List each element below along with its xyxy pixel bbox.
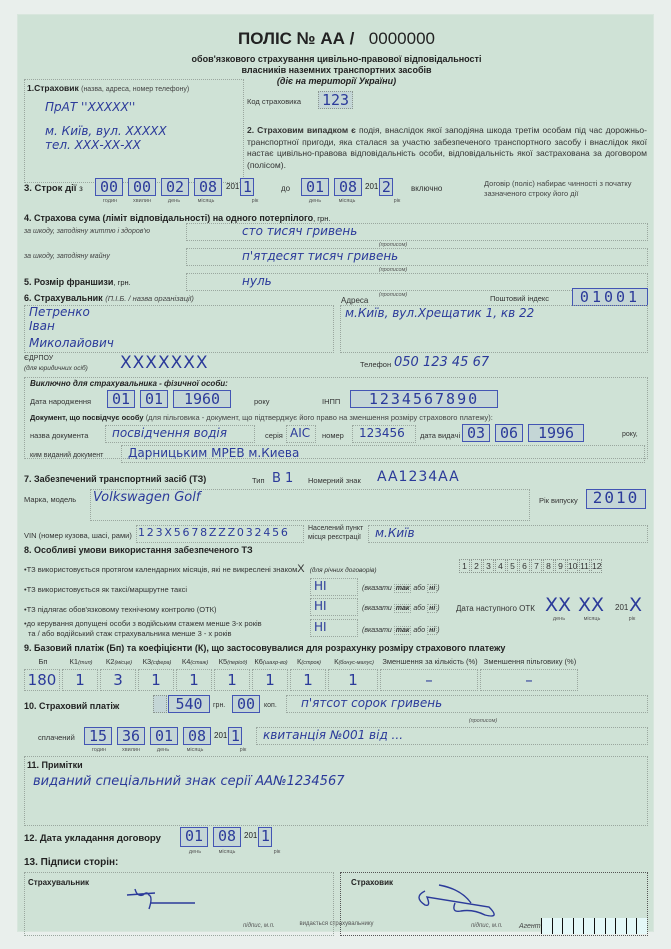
term-from-day: 02 [161,178,189,196]
month-box[interactable]: 7 [531,559,542,573]
taxi-text: •ТЗ використовується як таксі/маршрутне таксі [24,585,188,594]
postal-code-label: Поштовий індекс [490,294,550,303]
dob-label: Дата народження [30,397,92,406]
base-payment-label: 9. Базовий платіж (Бп) та коефіцієнти (К), що застосовувалися для розрахунку розміру страхового платежу [24,643,506,653]
doc-name-value: посвідчення водія [112,426,227,440]
policy-title: ПОЛІС № АА / [238,29,355,48]
policy-form: ПОЛІС № АА / 0000000 обов'язкового страхування цивільно-правової відповідальності власників наземних транспортних засобів (діє на території України) 1.Страховик (назва, адреса, номер телефону) ПрАТ ''ХХХХХ'' м. Київ, вул. ХХХХХ тел. ХХХ-ХХ-ХХ Код страховика 123 2. Страховим випадком є подія, внаслідок якої заподіяна шкода третім особам під час дорожньо-транспортної пригоди, яка сталася за участю забезпеченого транспортного засобу і внаслідок якої настає цивільно-правова відповідальність особи, відповідальність якої застрахована за договором (полісом). 3. Строк дії з 00 00 02 08 201 1 годин хвилин день місяць рік до 01 08 201 2 день місяць рік включно Договір (поліс) набирає чинності з початку зазначеного строку його дії 4. Страхова сума (ліміт відповідальності) на одного потерпілого, грн. за шкоду, заподіяну життю і здоров'ю сто тисяч гривень (прописом) за шкоду, заподіяну майну п'ятдесят тисяч гривень (прописом) 5. Розмір франшизи, грн. нуль (прописом) 6. Страхувальник (П.І.Б. / назва організації) Петренко Іван Миколайович Адреса Поштовий індекс 01001 м.Київ, вул.Хрещатик 1, кв 22 ЄДРПОУ (для юридичних осіб) XXXXXXX Телефон 050 123 45 67 Виключно для страхувальника - фізичної особи: Дата народження 01 01 1960 року ІНПП 1234567890 Документ, що посвідчує особу (для пільговика - документ, що підтверджує його право на зменшення розміру страхового платежу): назва документа посвідчення водія серія AIC номер 123456 дата видачі 03 06 1996 року, ким виданий документ Дарницьким МРЕВ м.Киева 7. Забезпечений транспортний засіб (ТЗ) Тип B 1 Номерний знак AA1234AA Марка, модель Volkswagen Golf Рік випуску 2010 VIN (номер кузова, шасі, рами) 123X5678ZZZ032456 Населений пункт місця реєстрації м.Київ 8. Особливі умови використання забезпеченого ТЗ •ТЗ використовується протягом календарних місяців, які не викреслені знакомХ (для річних договорів) 1 2 3 4 5 6 7 8 9 10 11 12 •ТЗ використовується як таксі/маршрутне таксі НІ (вказати так або ні ) •ТЗ підлягає обов'язковому технічному контролю (ОТК) НІ (вказати так або ні ) Дата наступного ОТК XX XX 201 X день місяць рік •до керування допущені особи з водійським стажем менше 3-х років та / або водійський стаж страхувальника менше 3 - х років НІ (вказати так або ні ) 9. Базовий платіж (Бп) та коефіцієнти (К), що застосовувалися для розрахунку розміру страхового платежу Бп 180 К1(тип) 1 К2(місце) 3 К3(сфера) 1 К4(стаж) 1 К5(період) 1 К6(шахр-во) 1 К(строк) 1 К(бонус-малус) 1 Зменшення за кількість (%) – Зменшення пільговику (%) – 10. Страховий платіж 540 грн. 00 коп. п'ятсот сорок гривень (прописом) сплачений 15 36 01 08 201 1 годин хвилин день місяць рік квитанція №001 від ... 11. Примітки виданий спеціальний знак серії AA№1234567 12. Дата укладання договору 01 08 201 1 день місяць рік 13. Підписи сторін: Страхувальник підпис, м.п. Страховик підпис, м.п. Агент видається страхувальнику [17,14,654,932]
doc-number-label: номер [322,431,344,440]
month-box[interactable]: 3 [483,559,494,573]
next-otk-year[interactable]: X [629,594,643,616]
agent-label: Агент [519,923,541,930]
premium-in-words-field[interactable] [286,695,648,713]
signatures-label: 13. Підписи сторін: [24,857,119,868]
premium-kop-field[interactable] [232,695,260,713]
policy-subtitle-1: обов'язкового страхування цивільно-правової відповідальності [191,54,482,64]
term-from-hours: 00 [95,178,123,196]
coef-header: К(бонус-малус) [334,657,374,666]
series-field[interactable] [286,425,316,443]
deductible-value: нуль [242,274,272,288]
year-label: Рік випуску [539,496,578,505]
receipt-value: квитанція №001 від ... [263,728,404,742]
policy-subtitle-2: власників наземних транспортних засобів [241,65,432,75]
insurer-sign-hint: підпис, м.п. [471,923,503,929]
vin-field[interactable] [136,525,304,543]
insured-event-text [247,125,647,171]
vehicle-label: 7. Забезпечений транспортний засіб (ТЗ) [24,474,207,484]
issued-by-field[interactable] [121,445,645,463]
property-damage-label: за шкоду, заподіяну майну [24,253,110,260]
dob-day: 01 [107,390,135,408]
coef-header: К3(сфера) [142,657,172,666]
notes-block [24,756,648,826]
deductible-label: 5. Розмір франшизи, грн. [24,277,131,287]
inn-value: 1234567890 [350,390,498,408]
year-field[interactable] [586,489,646,509]
coef-value-cell[interactable] [214,669,250,691]
special-conditions-label: 8. Особливі умови використання забезпеченого ТЗ [24,545,253,555]
doc-name-field[interactable] [105,425,255,443]
coef-value-cell[interactable] [328,669,378,691]
policy-number: 0000000 [368,29,435,48]
phone-value[interactable]: 050 123 45 67 [394,355,490,370]
experience-field[interactable] [310,619,358,637]
model-label: Марка, модель [24,495,77,504]
address-field[interactable] [340,305,648,353]
life-damage-value: сто тисяч гривень [242,224,358,238]
term-to-day: 01 [301,178,329,196]
term-label: 3. Строк дії з [24,183,83,194]
coef-value: 1 [265,671,275,689]
term-from-field[interactable]: 00 00 02 08 201 1 [95,178,254,196]
coef-value: 1 [348,671,358,689]
insurer-phone: тел. ХХХ-ХХ-ХХ [45,138,141,152]
month-box[interactable]: 2 [471,559,482,573]
insured-sign-label: Страхувальник [28,878,90,887]
insured-sign-hint: підпис, м.п. [243,923,275,929]
id-document-label: Документ, що посвідчує особу (для пільговика - документ, що підтверджує його право на зменшення розміру страхового платежу): [30,413,493,422]
contract-date-label: 12. Дата укладання договору [24,833,161,844]
taxi-hint: (вказати так або ні ) [362,585,440,592]
coef-header: Зменшення пільговику (%) [483,657,577,666]
insurer-code-field[interactable]: 123 [318,91,353,109]
paid-label: сплачений [38,733,75,742]
notes-label: 11. Примітки [27,760,83,770]
month-box[interactable]: 5 [507,559,518,573]
insurer-address: м. Київ, вул. ХХХХХ [45,124,167,138]
paid-datetime-field[interactable]: 15 36 01 08 201 1 [84,727,242,745]
coef-value: 180 [27,671,57,689]
next-otk-label: Дата наступного ОТК [456,604,535,613]
coef-value-cell[interactable] [252,669,288,691]
coef-header: Зменшення за кількість (%) [382,657,478,666]
doc-name-label: назва документа [30,431,89,440]
kop-label: коп. [264,702,277,709]
insurer-code-label: Код страховика [247,97,301,106]
experience-hint: (вказати так або ні ) [362,627,440,634]
model-field[interactable] [90,489,530,521]
premium-uah: 540 [168,695,210,713]
coef-value: 1 [227,671,237,689]
doc-number-value: 123456 [359,426,405,440]
otk-hint: (вказати так або ні ) [362,605,440,612]
term-note: Договір (поліс) набирає чинності з початку зазначеного строку його дії [484,179,632,198]
coef-header: К4(стаж) [181,657,209,666]
model-value: Volkswagen Golf [93,490,201,505]
insurer-block [24,79,244,183]
insured-event-desc: подія, внаслідок якої заподіяна шкода третім особам під час дорожньо-транспортної пригоди, яка сталася за участю забезпеченого транспортного засобу і внаслідок якої настає цивільно-правова відповідальність особи, відповідальність якої застрахована за договором (полісом). [247,125,647,170]
coef-value: 3 [113,671,123,689]
address-label: Адреса [341,296,369,305]
issue-year: 1996 [528,424,584,442]
insured-signature-icon [125,885,205,915]
edrpou-hint: (для юридичних осіб) [24,365,88,372]
coef-value: 1 [303,671,313,689]
term-inclusive: включно [411,184,443,193]
issue-month: 06 [495,424,523,442]
doc-number-field[interactable] [352,425,416,443]
policyholder-first-name: Іван [29,319,55,333]
vin-value: 123X5678ZZZ032456 [138,526,290,539]
insurer-sign-label: Страховик [351,878,394,887]
coef-header: Бп [38,657,48,666]
term-to-field[interactable]: 01 08 201 2 [301,178,393,196]
insurer-signature-icon [411,879,511,919]
premium-label: 10. Страховий платіж [24,701,120,711]
policyholder-patronymic: Миколайович [29,336,114,350]
coef-value-cell[interactable] [100,669,136,691]
experience-value: НІ [314,620,327,634]
month-box[interactable]: 12 [592,561,602,571]
insurer-label: 1.Страховик [27,83,79,93]
policyholder-name-field[interactable] [24,305,334,353]
taxi-field[interactable] [310,578,358,596]
issue-date-field[interactable] [462,424,584,442]
paid-year: 1 [228,727,242,745]
coef-value-cell[interactable] [62,669,98,691]
premium-in-words-value: п'ятсот сорок гривень [301,696,443,710]
next-otk-month[interactable]: XX [578,594,605,616]
months-selector[interactable] [459,559,603,573]
life-damage-label: за шкоду, заподіяну життю і здоров'ю [24,228,150,235]
coef-value: 1 [151,671,161,689]
coef-value-cell[interactable] [176,669,212,691]
term-from-minutes: 00 [128,178,156,196]
plate-value[interactable]: AA1234AA [377,469,460,485]
policyholder-surname: Петренко [29,305,90,319]
dob-suffix: року [254,397,270,406]
issued-by-label: ким виданий документ [30,452,104,459]
issued-by-value: Дарницьким МРЕВ м.Киева [128,446,300,460]
city-value: м.Київ [375,526,415,540]
month-box[interactable]: 1 [459,559,470,573]
year-value: 2010 [586,489,646,509]
edrpou-value[interactable]: XXXXXXX [120,353,209,373]
contract-day: 01 [180,827,208,847]
postal-code-value: 01001 [572,288,648,306]
otk-field[interactable] [310,598,358,616]
coef-value: – [525,671,533,689]
footer-note: видається страхувальнику [299,921,374,927]
paid-hours: 15 [84,727,112,745]
month-box[interactable]: 4 [495,559,506,573]
month-box[interactable]: 11 [580,561,589,571]
insurer-name: ПрАТ ''ХХХХХ'' [45,100,136,114]
coef-header: К2(місце) [105,657,133,666]
coef-value-cell[interactable] [24,669,60,691]
term-to-year: 2 [379,178,393,196]
term-to-month: 08 [334,178,362,196]
experience-text: •до керування допущені особи з водійським стажем менше 3-х років та / або водійський стаж страхувальника менше 3 - х років [24,619,262,638]
paid-month: 08 [183,727,211,745]
insurer-hint: (назва, адреса, номер телефону) [81,86,190,93]
life-damage-field[interactable] [186,223,648,241]
issue-day: 03 [462,424,490,442]
next-otk-day[interactable]: XX [545,594,572,616]
coef-value-cell[interactable] [380,669,478,691]
property-damage-field[interactable] [186,248,648,266]
vehicle-type-value[interactable]: B 1 [272,471,294,486]
term-to-label: до [281,184,291,193]
coef-header: К1(тип) [69,657,93,666]
individual-label: Виключно для страхувальника - фізичної особи: [30,379,228,388]
postal-code-field[interactable] [572,288,648,306]
series-value: AIC [290,426,311,440]
coef-value: – [425,671,433,689]
issue-date-label: дата видачі [420,431,461,440]
insured-event-label: 2. Страховим випадком є [247,125,356,135]
issue-suffix: року, [622,431,638,438]
coef-value: 1 [75,671,85,689]
dob-field[interactable] [107,390,231,408]
policy-header [18,29,655,49]
coef-value-cell[interactable] [138,669,174,691]
month-box[interactable]: 9 [555,559,566,573]
inn-field[interactable] [350,390,498,408]
months-text: •ТЗ використовується протягом календарних місяців, які не викреслені знакомХ (для річних договорів) [24,563,377,575]
vehicle-type-label: Тип [252,476,265,485]
contract-year: 1 [258,827,272,847]
otk-text: •ТЗ підлягає обов'язковому технічному контролю (ОТК) [24,605,217,614]
coef-header: К6(шахр-во) [254,657,288,666]
coef-value-cell[interactable] [290,669,326,691]
property-damage-value: п'ятдесят тисяч гривень [242,249,399,263]
series-label: серія [265,431,283,440]
month-box[interactable]: 10 [568,561,578,571]
paid-day: 01 [150,727,178,745]
term-from-month: 08 [194,178,222,196]
coef-value: 1 [189,671,199,689]
phone-label: Телефон [360,360,392,369]
premium-uah-field[interactable] [153,695,210,713]
policyholder-label: 6. Страхувальник (П.І.Б. / назва організації) [24,293,194,303]
vin-label: VIN (номер кузова, шасі, рами) [24,531,132,540]
dob-year: 1960 [173,390,231,408]
city-field[interactable] [368,525,648,543]
coef-value-cell[interactable] [480,669,578,691]
policy-subtitle-3: (діє на території України) [276,76,397,86]
term-from-year: 1 [240,178,254,196]
plate-label: Номерний знак [308,476,361,485]
city-label: Населений пункт місця реєстрації [308,525,364,541]
notes-value[interactable]: виданий спеціальний знак серії AA№1234567 [33,774,345,789]
coefficients-table [24,657,652,697]
month-box[interactable]: 8 [543,559,554,573]
coef-header: К(строк) [296,657,322,666]
paid-minutes: 36 [117,727,145,745]
uah-label: грн. [213,702,226,709]
month-box[interactable]: 6 [519,559,530,573]
dob-month: 01 [140,390,168,408]
receipt-field[interactable] [256,727,648,745]
contract-month: 08 [213,827,241,847]
otk-value: НІ [314,599,327,613]
edrpou-label: ЄДРПОУ [24,355,54,362]
coef-header: К5(період) [218,657,248,666]
premium-kop: 00 [232,695,260,713]
address-value: м.Київ, вул.Хрещатик 1, кв 22 [345,306,535,320]
contract-date-field[interactable]: 01 08 201 1 [180,827,272,847]
taxi-value: НІ [314,579,327,593]
inn-label: ІНПП [322,397,341,406]
sum-insured-label: 4. Страхова сума (ліміт відповідальності) на одного потерпілого, грн. [24,213,331,223]
